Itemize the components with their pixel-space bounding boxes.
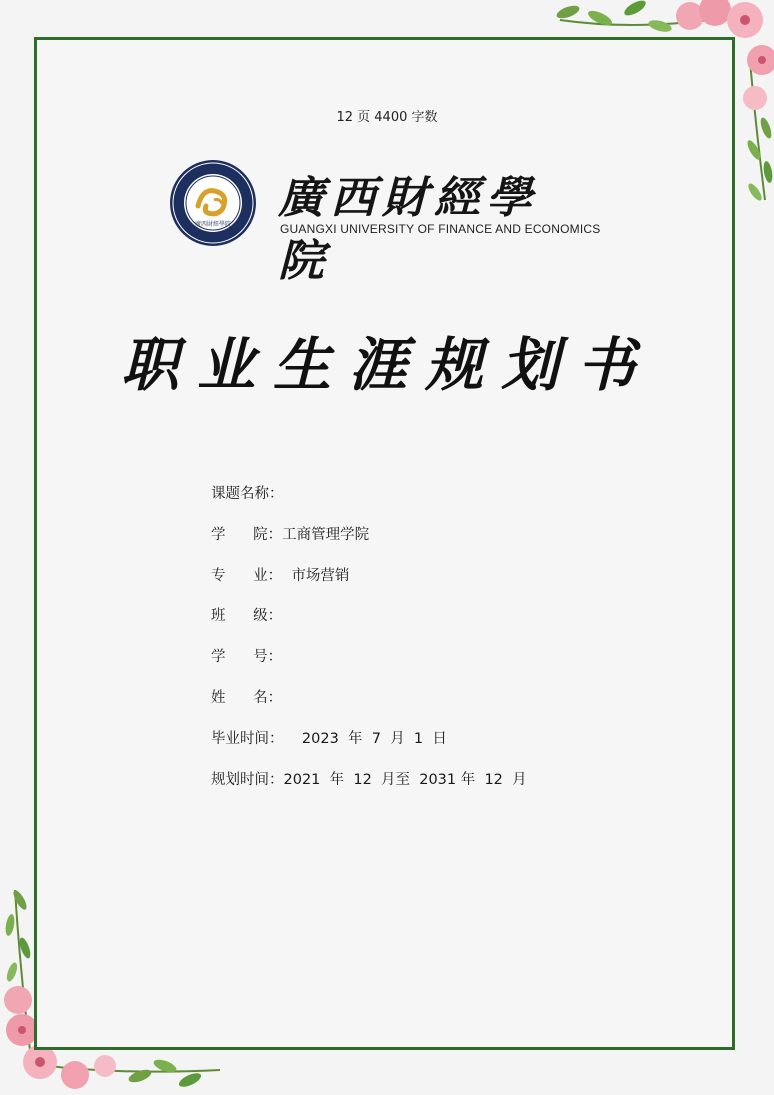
field-major bbox=[211, 564, 631, 605]
field-label: 毕业时间： bbox=[211, 730, 284, 747]
field-college bbox=[211, 523, 631, 564]
university-seal-icon bbox=[168, 158, 258, 248]
field-value: 市场营销 bbox=[282, 567, 350, 584]
field-name bbox=[211, 686, 631, 727]
university-name-cn: 廣西財經學院 bbox=[278, 171, 538, 286]
field-label: 班 级： bbox=[211, 608, 283, 625]
field-topic bbox=[211, 482, 631, 523]
university-logo bbox=[168, 158, 601, 286]
field-value: 工商管理学院 bbox=[282, 526, 370, 543]
field-label: 姓 名： bbox=[211, 689, 283, 706]
field-label: 学 号： bbox=[211, 649, 283, 666]
field-label: 课题名称： bbox=[211, 486, 284, 502]
field-value: 2023 年 7 月 1 日 bbox=[283, 730, 447, 747]
document-title: 职业生涯规划书 bbox=[120, 331, 653, 399]
university-name-en: GUANGXI UNIVERSITY OF FINANCE AND ECONOMICS bbox=[280, 222, 601, 236]
field-label: 专 业： bbox=[211, 567, 283, 584]
field-student-id bbox=[211, 645, 631, 686]
field-label: 规划时间： bbox=[211, 771, 284, 788]
page-word-count: 12 页 4400 字数 bbox=[336, 110, 438, 125]
svg-text:廣西財經學院: 廣西財經學院 bbox=[194, 221, 232, 228]
field-plan-period bbox=[211, 768, 631, 809]
cover-fields bbox=[211, 482, 631, 808]
field-value: 2021 年 12 月至 2031 年 12 月 bbox=[283, 771, 527, 788]
field-label: 学 院： bbox=[211, 526, 283, 543]
field-class bbox=[211, 604, 631, 645]
field-graduation-date bbox=[211, 727, 631, 768]
